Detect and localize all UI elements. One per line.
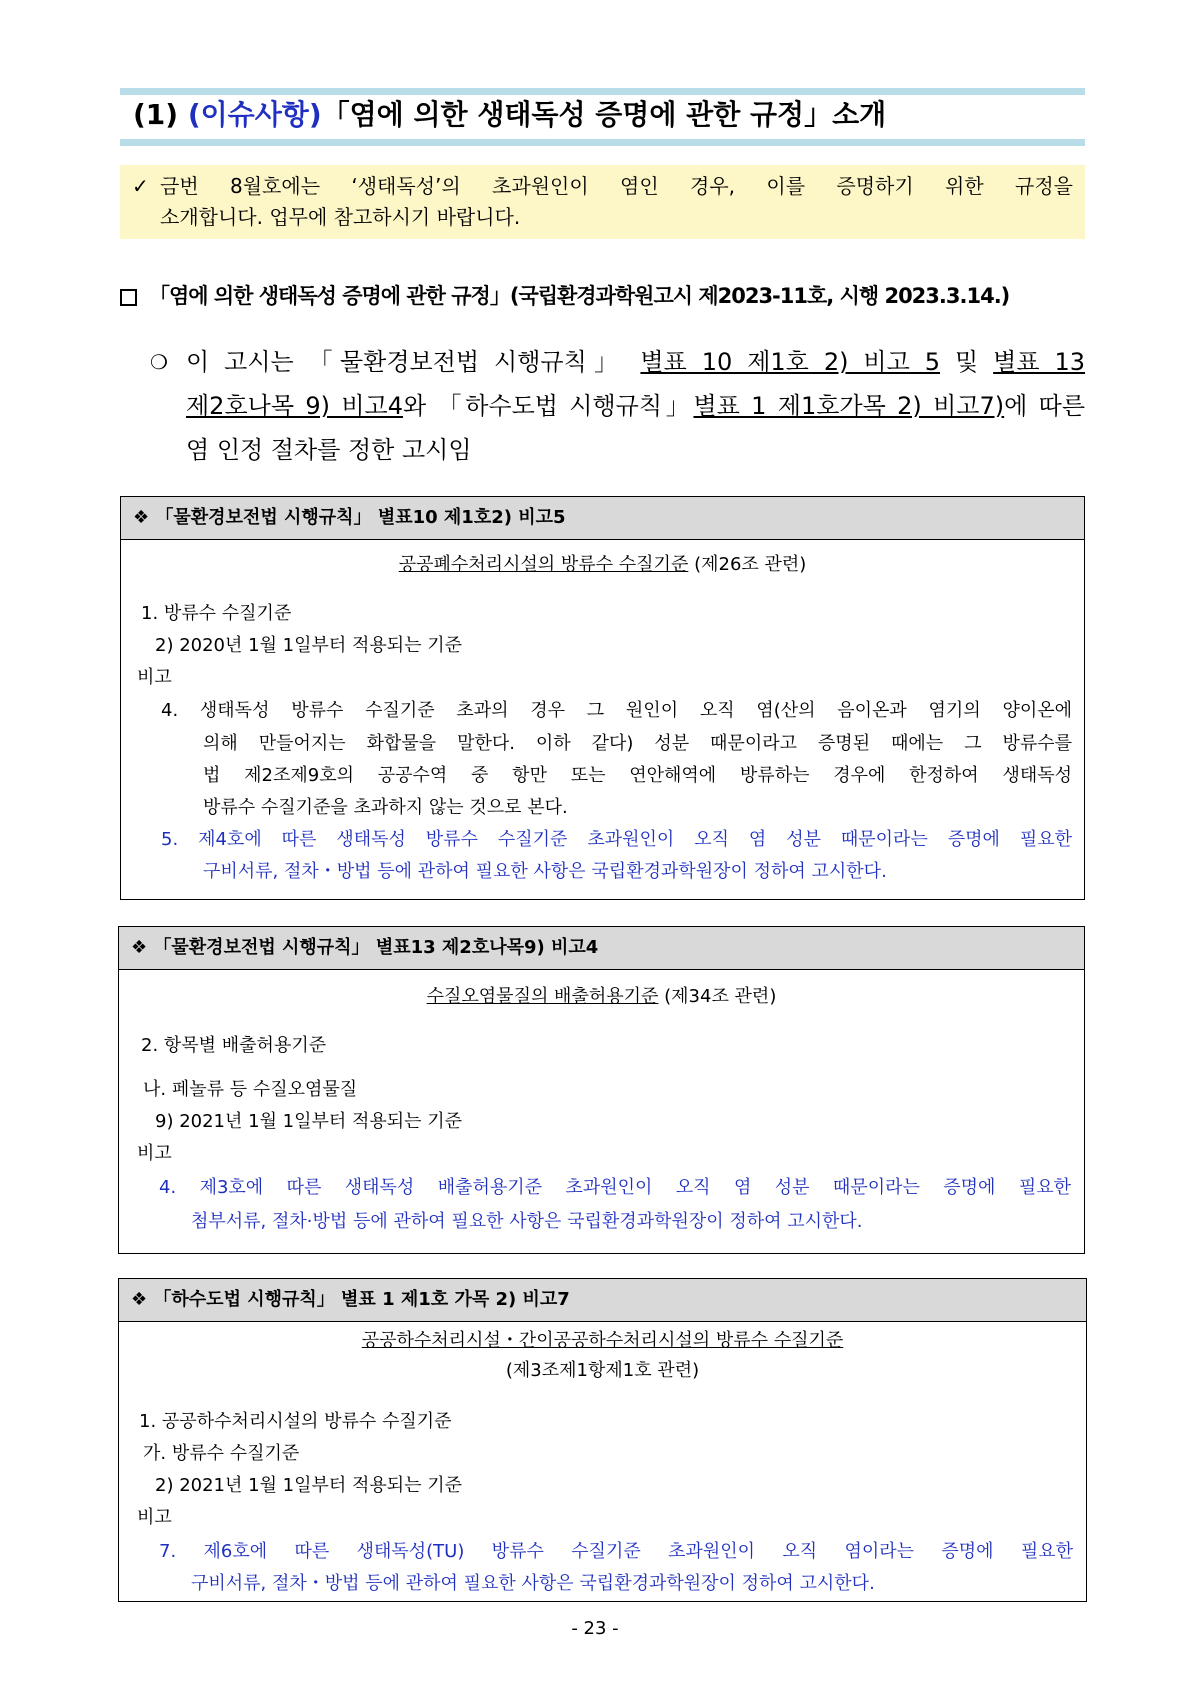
box-line: 비고	[137, 667, 172, 688]
box-line: 비고	[137, 1507, 172, 1528]
square-bullet-icon	[120, 289, 137, 306]
caption-title: 수질오염물질의 배출허용기준	[426, 986, 659, 1007]
box-header: ❖ 「물환경보전법 시행규칙」 별표13 제2호나목9) 비고4	[119, 927, 1084, 970]
section-heading	[120, 280, 1009, 310]
paragraph-line-1	[186, 340, 1085, 384]
box-line-highlight: 7. 제6호에 따른 생태독성(TU) 방류수 수질기준 초과원인이 오직 염이라는 증명에 필요한	[159, 1541, 1073, 1562]
title-text: 「염에 의한 생태독성 증명에 관한 규정」소개	[321, 98, 887, 131]
paragraph-text: 와 「하수도법 시행규칙」	[402, 392, 694, 420]
regulation-box-2	[118, 926, 1085, 1254]
caption-title: 공공하수처리시설・간이공공하수처리시설의 방류수 수질기준	[361, 1330, 844, 1351]
title-category: (이슈사항)	[187, 98, 322, 131]
box-header: ❖ 「하수도법 시행규칙」 별표 1 제1호 가목 2) 비고7	[119, 1279, 1086, 1322]
note-line-2: 소개합니다. 업무에 참고하시기 바랍니다.	[160, 205, 521, 229]
box-line: 나. 페놀류 등 수질오염물질	[143, 1079, 358, 1100]
section-heading-text: 「염에 의한 생태독성 증명에 관한 규정」(국립환경과학원고시 제2023-11호, 시행 2023.3.14.)	[149, 284, 1010, 308]
box-line: 법 제2조제9호의 공공수역 중 항만 또는 연안해역에 방류하는 경우에 한정하여 생태독성	[203, 765, 1072, 786]
reference-link: 제2호나목 9) 비고4	[186, 392, 403, 420]
reference-link: 별표 1 제1호가목 2) 비고7)	[693, 392, 1005, 420]
caption-note: (제34조 관련)	[664, 986, 777, 1007]
box-line: 9) 2021년 1월 1일부터 적용되는 기준	[155, 1111, 463, 1132]
summary-note	[120, 165, 1085, 239]
circle-bullet-icon: ❍	[150, 350, 168, 374]
box-line: 4. 생태독성 방류수 수질기준 초과의 경우 그 원인이 오직 염(산의 음이온과 염기의 양이온에	[161, 700, 1072, 721]
main-paragraph	[150, 340, 1085, 472]
caption-title: 공공폐수처리시설의 방류수 수질기준	[398, 554, 689, 575]
box-line-highlight: 첨부서류, 절차·방법 등에 관하여 필요한 사항은 국립환경과학원장이 정하여 고시한다.	[191, 1211, 863, 1232]
box-caption	[119, 1326, 1086, 1356]
note-line-1: 금번 8월호에는 ‘생태독성’의 초과원인이 염인 경우, 이를 증명하기 위한 규정을	[160, 174, 1073, 198]
caption-note: (제26조 관련)	[694, 554, 807, 575]
box-caption-note: (제3조제1항제1호 관련)	[505, 1360, 700, 1381]
box-line-highlight: 5. 제4호에 따른 생태독성 방류수 수질기준 초과원인이 오직 염 성분 때문이라는 증명에 필요한	[161, 829, 1072, 850]
page-number: - 23 -	[571, 1618, 619, 1639]
box-line: 비고	[137, 1143, 172, 1164]
box-line-highlight: 4. 제3호에 따른 생태독성 배출허용기준 초과원인이 오직 염 성분 때문이라는 증명에 필요한	[159, 1177, 1071, 1198]
regulation-box-3	[118, 1278, 1087, 1602]
box-line: 1. 방류수 수질기준	[141, 603, 292, 624]
checkmark-icon: ✓	[132, 174, 149, 198]
page-title	[133, 92, 886, 138]
box-caption	[121, 550, 1084, 580]
box-line: 가. 방류수 수질기준	[143, 1443, 300, 1464]
box-line: 2) 2021년 1월 1일부터 적용되는 기준	[155, 1475, 463, 1496]
box-line: 1. 공공하수처리시설의 방류수 수질기준	[139, 1411, 452, 1432]
box-caption	[119, 982, 1084, 1012]
paragraph-text: 에 따른	[1004, 392, 1086, 420]
paragraph-line-3: 염 인정 절차를 정한 고시임	[186, 436, 472, 464]
title-number: (1)	[133, 98, 179, 131]
box-line: 2) 2020년 1월 1일부터 적용되는 기준	[155, 635, 463, 656]
box-line: 방류수 수질기준을 초과하지 않는 것으로 본다.	[203, 797, 568, 818]
reference-link: 별표 13	[993, 348, 1086, 376]
regulation-box-1	[120, 496, 1085, 900]
box-line-highlight: 구비서류, 절차・방법 등에 관하여 필요한 사항은 국립환경과학원장이 정하여 고시한다.	[203, 861, 887, 882]
box-line: 2. 항목별 배출허용기준	[141, 1035, 327, 1056]
paragraph-text: 및	[954, 348, 979, 376]
box-line: 의해 만들어지는 화합물을 말한다. 이하 같다) 성분 때문이라고 증명된 때에는 그 방류수를	[203, 733, 1072, 754]
box-header: ❖ 「물환경보전법 시행규칙」 별표10 제1호2) 비고5	[121, 497, 1084, 540]
paragraph-text: 이 고시는 「물환경보전법 시행규칙」	[186, 348, 626, 376]
box-line-highlight: 구비서류, 절차・방법 등에 관하여 필요한 사항은 국립환경과학원장이 정하여 고시한다.	[191, 1573, 875, 1594]
paragraph-line-2	[186, 384, 1085, 428]
reference-link: 별표 10 제1호 2) 비고 5	[640, 348, 941, 376]
